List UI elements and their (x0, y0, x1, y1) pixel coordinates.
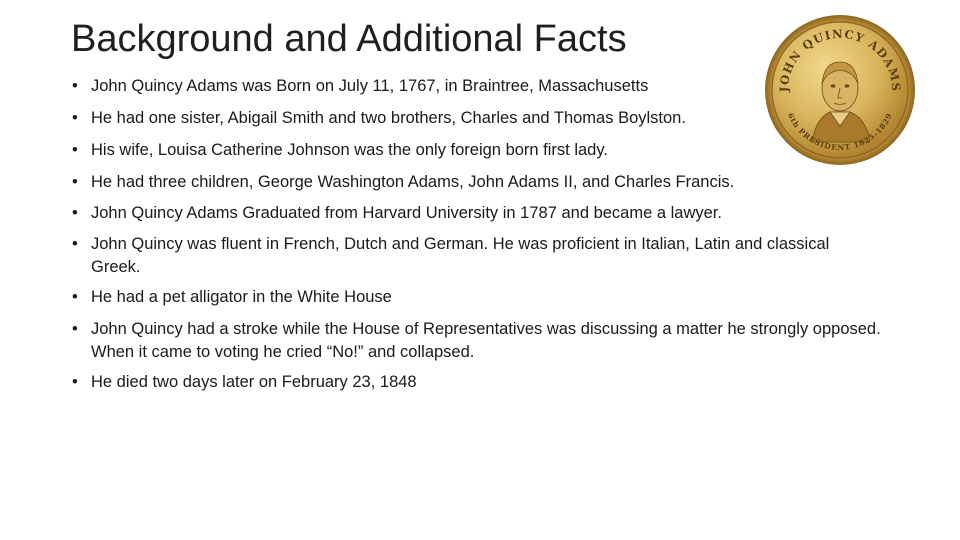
bullet-text: He had one sister, Abigail Smith and two brothers, Charles and Thomas Boylston. (91, 109, 686, 127)
coin-top-text: JOHN QUINCY ADAMS (776, 26, 904, 93)
bullet-icon: • (72, 77, 78, 95)
bullet-item (72, 286, 882, 309)
bullet-text: John Quincy Adams Graduated from Harvard University in 1787 and became a lawyer. (91, 204, 722, 222)
bullet-icon: • (72, 109, 78, 127)
bullet-text: John Quincy Adams was Born on July 11, 1767, in Braintree, Massachusetts (91, 77, 649, 95)
bullet-icon: • (72, 235, 78, 253)
bullet-icon: • (72, 173, 78, 191)
bullet-item (72, 371, 882, 394)
bullet-item (72, 107, 882, 130)
presidential-coin-image (764, 14, 916, 166)
bullet-icon: • (72, 320, 78, 338)
bullet-text: He had a pet alligator in the White House (91, 288, 392, 306)
bullet-text: He had three children, George Washington Adams, John Adams II, and Charles Francis. (91, 173, 735, 191)
bullet-icon: • (72, 288, 78, 306)
slide-title: Background and Additional Facts (71, 18, 627, 60)
coin-bottom-text: 6th PRESIDENT 1825-1829 (785, 111, 895, 153)
bullet-icon: • (72, 373, 78, 391)
bullet-item (72, 171, 882, 194)
bullet-item (72, 139, 882, 162)
bullet-item (72, 75, 882, 98)
bullet-icon: • (72, 204, 78, 222)
bullet-text: He died two days later on February 23, 1848 (91, 373, 417, 391)
bullet-text: John Quincy had a stroke while the House of Representatives was discussing a matter he strongly opposed. When it came to voting he cried “No!” and collapsed. (91, 320, 881, 361)
bullet-item (72, 233, 882, 279)
bullet-item (72, 202, 882, 225)
bullet-text: His wife, Louisa Catherine Johnson was the only foreign born first lady. (91, 141, 608, 159)
bullet-text: John Quincy was fluent in French, Dutch and German. He was proficient in Italian, Latin and classical Greek. (91, 235, 830, 276)
bullet-icon: • (72, 141, 78, 159)
bullet-item (72, 318, 882, 364)
